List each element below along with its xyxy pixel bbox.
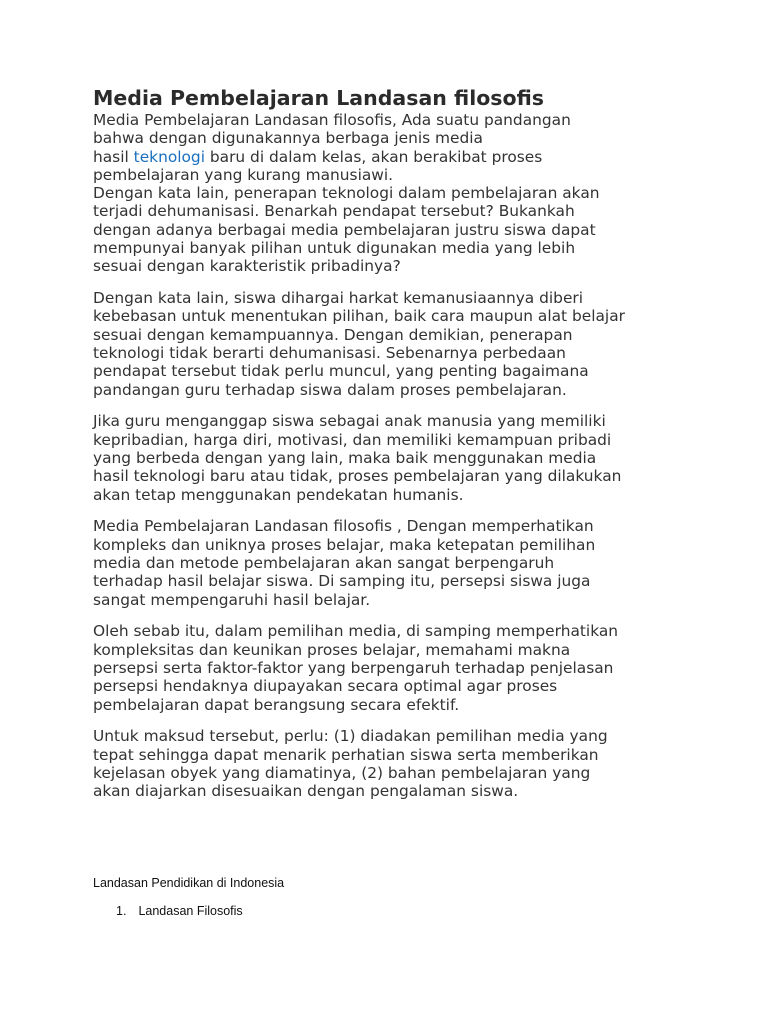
text-line: persepsi serta faktor-faktor yang berpengaruh terhadap penjelasan — [93, 659, 614, 678]
text-line: akan tetap menggunakan pendekatan humanis. — [93, 485, 464, 504]
footer-list — [93, 904, 284, 918]
text-line: Media Pembelajaran Landasan filosofis, Ada suatu pandangan — [93, 111, 571, 129]
text-line: kejelasan obyek yang diamatinya, (2) bahan pembelajaran yang — [93, 764, 591, 782]
text-line: persepsi hendaknya diupayakan secara optimal agar proses — [93, 677, 558, 696]
text-line: teknologi tidak berarti dehumanisasi. Sebenarnya perbedaan — [93, 344, 566, 363]
list-label: Landasan Filosofis — [138, 904, 243, 918]
text-line: pembelajaran yang kurang manusiawi. — [93, 165, 394, 184]
footer-section — [93, 876, 284, 918]
text-line: kebebasan untuk menentukan pilihan, baik cara maupun alat belajar — [93, 307, 625, 326]
text-line: sesuai dengan kemampuannya. Dengan demikian, penerapan — [93, 325, 573, 344]
paragraph-4 — [93, 517, 683, 608]
text-line: pendapat tersebut tidak perlu muncul, yang penting bagaimana — [93, 362, 589, 381]
paragraph-6 — [93, 727, 683, 800]
text-fragment: hasil — [93, 147, 134, 166]
list-number: 1. — [116, 904, 127, 918]
text-line: Media Pembelajaran Landasan filosofis , Dengan memperhatikan — [93, 517, 594, 536]
text-line: terhadap hasil belajar siswa. Di samping itu, persepsi siswa juga — [93, 572, 591, 591]
footer-heading: Landasan Pendidikan di Indonesia — [93, 876, 285, 890]
text-line: kompleksitas dan keunikan proses belajar, memahami makna — [93, 640, 571, 659]
text-line — [93, 148, 683, 166]
text-line: hasil teknologi baru atau tidak, proses pembelajaran yang dilakukan — [93, 467, 622, 486]
article — [93, 86, 683, 801]
article-title: Media Pembelajaran Landasan filosofis — [93, 86, 544, 110]
text-line: Untuk maksud tersebut, perlu: (1) diadakan pemilihan media yang — [93, 727, 608, 746]
text-line: mempunyai banyak pilihan untuk digunakan media yang lebih — [93, 239, 576, 258]
text-line: bahwa dengan digunakannya berbaga jenis media — [93, 129, 483, 148]
text-line: Dengan kata lain, penerapan teknologi dalam pembelajaran akan — [93, 184, 600, 203]
list-item — [93, 904, 284, 918]
paragraph-2 — [93, 289, 683, 399]
text-line: tepat sehingga dapat menarik perhatian siswa serta memberikan — [93, 745, 599, 764]
text-line: dengan adanya berbagai media pembelajaran justru siswa dapat — [93, 220, 596, 239]
text-line: pandangan guru terhadap siswa dalam proses pembelajaran. — [93, 380, 567, 399]
text-line: akan diajarkan disesuaikan dengan pengalaman siswa. — [93, 782, 519, 801]
text-line: Jika guru menganggap siswa sebagai anak manusia yang memiliki — [93, 412, 606, 431]
paragraph-3 — [93, 412, 683, 503]
text-line: Dengan kata lain, siswa dihargai harkat kemanusiaannya diberi — [93, 289, 584, 308]
paragraph-1 — [93, 111, 683, 276]
paragraph-5 — [93, 622, 683, 713]
text-line: terjadi dehumanisasi. Benarkah pendapat tersebut? Bukankah — [93, 202, 575, 221]
text-fragment: baru di dalam kelas, akan berakibat proses — [204, 147, 543, 166]
text-line: yang berbeda dengan yang lain, maka baik menggunakan media — [93, 449, 597, 468]
text-line: media dan metode pembelajaran akan sangat berpengaruh — [93, 554, 555, 573]
text-line: Oleh sebab itu, dalam pemilihan media, di samping memperhatikan — [93, 622, 619, 641]
text-line: kepribadian, harga diri, motivasi, dan memiliki kemampuan pribadi — [93, 430, 612, 449]
text-line: kompleks dan uniknya proses belajar, maka ketepatan pemilihan — [93, 535, 596, 554]
text-line: sangat mempengaruhi hasil belajar. — [93, 590, 371, 609]
text-line: sesuai dengan karakteristik pribadinya? — [93, 257, 401, 276]
text-line: pembelajaran dapat berangsung secara efektif. — [93, 695, 460, 714]
teknologi-link[interactable]: teknologi — [133, 147, 205, 166]
